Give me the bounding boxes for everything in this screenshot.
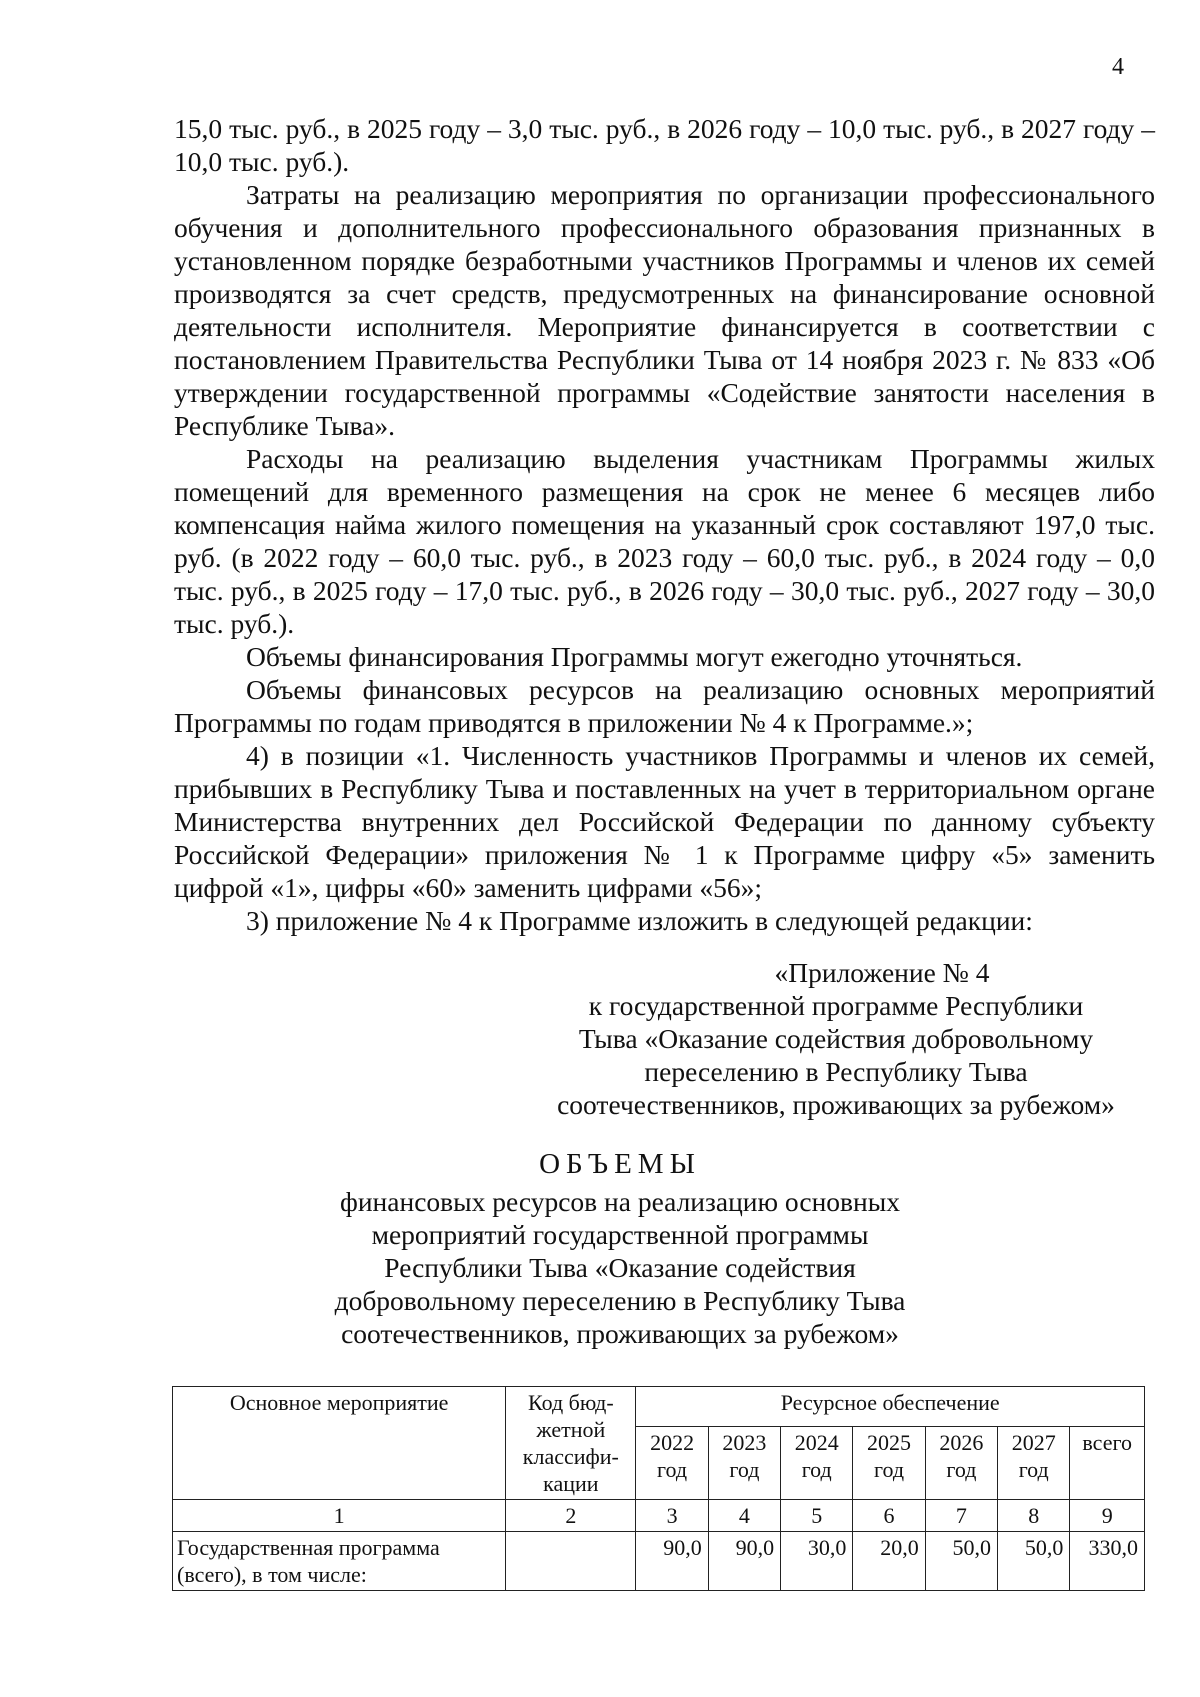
table-header-row bbox=[173, 1387, 1145, 1427]
column-number: 2 bbox=[506, 1500, 636, 1532]
header-code: Код бюд-жетной классифи-кации bbox=[506, 1387, 636, 1500]
header-year: 2026 год bbox=[925, 1426, 997, 1499]
header-year: 2025 год bbox=[853, 1426, 925, 1499]
header-year: 2023 год bbox=[708, 1426, 780, 1499]
row-value: 20,0 bbox=[853, 1532, 925, 1591]
paragraph-7: 3) приложение № 4 к Программе изложить в следующей редакции: bbox=[246, 905, 1033, 936]
appendix-header bbox=[520, 956, 1152, 1121]
row-total: 330,0 bbox=[1070, 1532, 1145, 1591]
header-activity: Основное мероприятие bbox=[173, 1387, 506, 1500]
paragraph-2: Затраты на реализацию мероприятия по организации профессионального обучения и дополнительного профессионального образования признанных в установленном порядке безработными участников Программы и членов их семей производятся за счет средств, предусмотренных на финансирование основной деятельности исполнителя. Мероприятие финансируется в соответствии с постановлением Правительства Республики Тыва от 14 ноября 2023 г. № 833 «Об утверждении государственной программы «Содействие занятости населения в Республике Тыва». bbox=[174, 179, 1155, 441]
column-number: 6 bbox=[853, 1500, 925, 1532]
appendix-line-4: переселению в Республику Тыва bbox=[644, 1056, 1028, 1087]
title-line-4: добровольному переселению в Республику Тыва bbox=[334, 1285, 906, 1316]
table-row bbox=[173, 1532, 1145, 1591]
title-line-5: соотечественников, проживающих за рубежом» bbox=[341, 1318, 899, 1349]
row-code bbox=[506, 1532, 636, 1591]
row-activity: Государственная программа (всего), в том числе: bbox=[173, 1532, 506, 1591]
appendix-line-5: соотечественников, проживающих за рубежом» bbox=[557, 1089, 1115, 1120]
paragraph-6: 4) в позиции «1. Численность участников Программы и членов их семей, прибывших в Республику Тыва и поставленных на учет в территориальном органе Министерства внутренних дел Российской Федерации по данному субъекту Российской Федерации» приложения № 1 к Программе цифру «5» заменить цифрой «1», цифры «60» заменить цифрами «56»; bbox=[174, 740, 1155, 903]
header-year: 2027 год bbox=[998, 1426, 1070, 1499]
appendix-line-1: «Приложение № 4 bbox=[774, 957, 990, 988]
paragraph-5: Объемы финансовых ресурсов на реализацию основных мероприятий Программы по годам приводятся в приложении № 4 к Программе.»; bbox=[174, 674, 1155, 738]
table-title bbox=[310, 1148, 930, 1350]
title-heading: ОБЪЕМЫ bbox=[539, 1148, 701, 1180]
body-text bbox=[174, 112, 1155, 937]
header-year: 2022 год bbox=[636, 1426, 708, 1499]
resources-table bbox=[172, 1386, 1145, 1591]
row-value: 50,0 bbox=[925, 1532, 997, 1591]
column-number: 9 bbox=[1070, 1500, 1145, 1532]
title-line-2: мероприятий государственной программы bbox=[371, 1219, 869, 1250]
appendix-line-2: к государственной программе Республики bbox=[588, 990, 1084, 1021]
row-value: 30,0 bbox=[781, 1532, 853, 1591]
header-total: всего bbox=[1070, 1426, 1145, 1499]
header-resources: Ресурсное обеспечение bbox=[636, 1387, 1145, 1427]
page-number: 4 bbox=[1112, 54, 1124, 80]
column-number: 1 bbox=[173, 1500, 506, 1532]
paragraph-1: 15,0 тыс. руб., в 2025 году – 3,0 тыс. руб., в 2026 году – 10,0 тыс. руб., в 2027 году – 10,0 тыс. руб.). bbox=[174, 113, 1155, 177]
appendix-line-3: Тыва «Оказание содействия добровольному bbox=[578, 1023, 1094, 1054]
table-numbering-row bbox=[173, 1500, 1145, 1532]
header-year: 2024 год bbox=[781, 1426, 853, 1499]
column-number: 3 bbox=[636, 1500, 708, 1532]
column-number: 5 bbox=[781, 1500, 853, 1532]
title-line-3: Республики Тыва «Оказание содействия bbox=[384, 1252, 856, 1283]
column-number: 8 bbox=[998, 1500, 1070, 1532]
column-number: 4 bbox=[708, 1500, 780, 1532]
row-value: 90,0 bbox=[708, 1532, 780, 1591]
column-number: 7 bbox=[925, 1500, 997, 1532]
paragraph-4: Объемы финансирования Программы могут ежегодно уточняться. bbox=[246, 641, 1023, 672]
title-subtitle bbox=[310, 1185, 930, 1350]
row-value: 90,0 bbox=[636, 1532, 708, 1591]
row-value: 50,0 bbox=[998, 1532, 1070, 1591]
paragraph-3: Расходы на реализацию выделения участникам Программы жилых помещений для временного размещения на срок не менее 6 месяцев либо компенсация найма жилого помещения на указанный срок составляют 197,0 тыс. руб. (в 2022 году – 60,0 тыс. руб., в 2023 году – 60,0 тыс. руб., в 2024 году – 0,0 тыс. руб., в 2025 году – 17,0 тыс. руб., в 2026 году – 30,0 тыс. руб., 2027 году – 30,0 тыс. руб.). bbox=[174, 443, 1155, 639]
title-line-1: финансовых ресурсов на реализацию основных bbox=[340, 1186, 900, 1217]
